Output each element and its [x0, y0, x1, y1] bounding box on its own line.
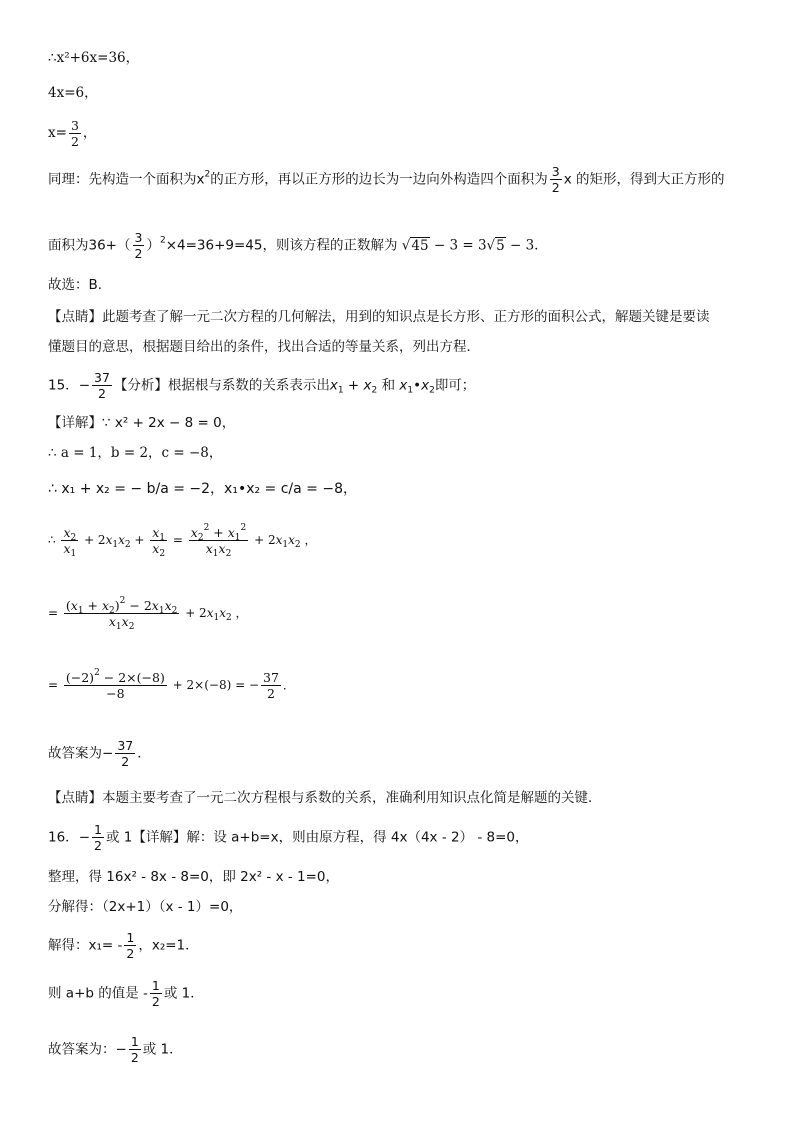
equation-line-3: x= $\frac{3}{2}$ ， [48, 118, 97, 149]
fraction: $\frac{1}{2}$ [94, 822, 102, 853]
fraction: $\frac{3}{2}$ [134, 230, 143, 261]
answer-choice: 故选：B． [48, 277, 112, 293]
detail-line-4: ∴ $\frac{x_2}{x_1}$ + $2x_1x_2$ + $\frac{x_1}{x_2}$ = $\frac{x_2^2 + x_1^2}{x_1x_2}$ + $2x_1x_2$ ， [48, 523, 317, 559]
detail-line-1: 【详解】∵ x² + 2x − 8 = 0， [48, 415, 236, 431]
answer-line-15: 故答案为− $\frac{37}{2}$ ． [48, 738, 151, 769]
fraction: $\frac{1}{2}$ [126, 930, 135, 961]
fraction: $\frac{1}{2}$ [151, 978, 160, 1009]
equation-line-2: 4x=6， [48, 85, 98, 101]
solution-line-4: 则 a+b 的值是 - $\frac{1}{2}$ 或 1． [48, 978, 204, 1009]
answer-line-16: 故答案为：− $\frac{1}{2}$ 或 1． [48, 1034, 183, 1065]
fraction: $\frac{37}{2}$ [117, 738, 134, 769]
detail-line-5: = $\frac{(x_1 + x_2)^2 - 2x_1x_2}{x_1x_2}$ + $2x_1x_2$ ， [48, 596, 248, 632]
solution-line-3: 解得：x₁= - $\frac{1}{2}$ ，x₂=1． [48, 930, 199, 961]
problem-16-header: 16．− $\frac{1}{2}$ 或 1【详解】解：设 a+b=x，则由原方程，得 4x（4x - 2） - 8=0， [48, 822, 529, 853]
fraction: $\frac{1}{2}$ [130, 1034, 139, 1065]
paragraph-line-5: 面积为36+（ $\frac{3}{2}$ ）$^2$×4=36+9=45，则该方程的正数解为 √45 − 3 = 3√5 − 3． [48, 230, 548, 261]
paragraph-line-4: 同理：先构造一个面积为$x^2$的正方形，再以正方形的边长为一边向外构造四个面积为 $\frac{3}{2}$ x 的矩形，得到大正方形的 [48, 164, 725, 195]
comment-line-1: 【点睛】此题考查了解一元二次方程的几何解法，用到的知识点是长方形、正方形的面积公式，解题关键是要读 [48, 309, 710, 325]
fraction: $\frac{3}{2}$ [70, 118, 79, 149]
detail-line-3: ∴ x₁ + x₂ = − b/a = −2，x₁•x₂ = c/a = −8， [48, 481, 357, 497]
solution-line-2: 分解得：（2x+1）（x - 1）=0， [48, 899, 243, 915]
detail-line-2: ∴ a = 1，b = 2，c = −8， [48, 445, 223, 461]
solution-line-1: 整理，得 16x² - 8x - 8=0，即 2x² - x - 1=0， [48, 869, 340, 885]
equation-line-1: ∴x²+6x=36， [48, 50, 140, 66]
comment-line-2: 懂题目的意思，根据题目给出的条件，找出合适的等量关系，列出方程． [48, 339, 480, 355]
fraction: $\frac{37}{2}$ [94, 370, 110, 401]
detail-line-6: = $\frac{(-2)^2 - 2\times(-8)}{-8}$ + 2×(−8) = − $\frac{37}{2}$ ． [48, 668, 295, 701]
problem-15-header: 15．− $\frac{37}{2}$ 【分析】根据根与系数的关系表示出$x_1 + x_2$ 和 $x_1•x_2$即可； [48, 370, 476, 401]
comment-line-3: 【点睛】本题主要考查了一元二次方程根与系数的关系，准确利用知识点化简是解题的关键． [48, 790, 602, 806]
fraction: $\frac{3}{2}$ [551, 164, 560, 195]
